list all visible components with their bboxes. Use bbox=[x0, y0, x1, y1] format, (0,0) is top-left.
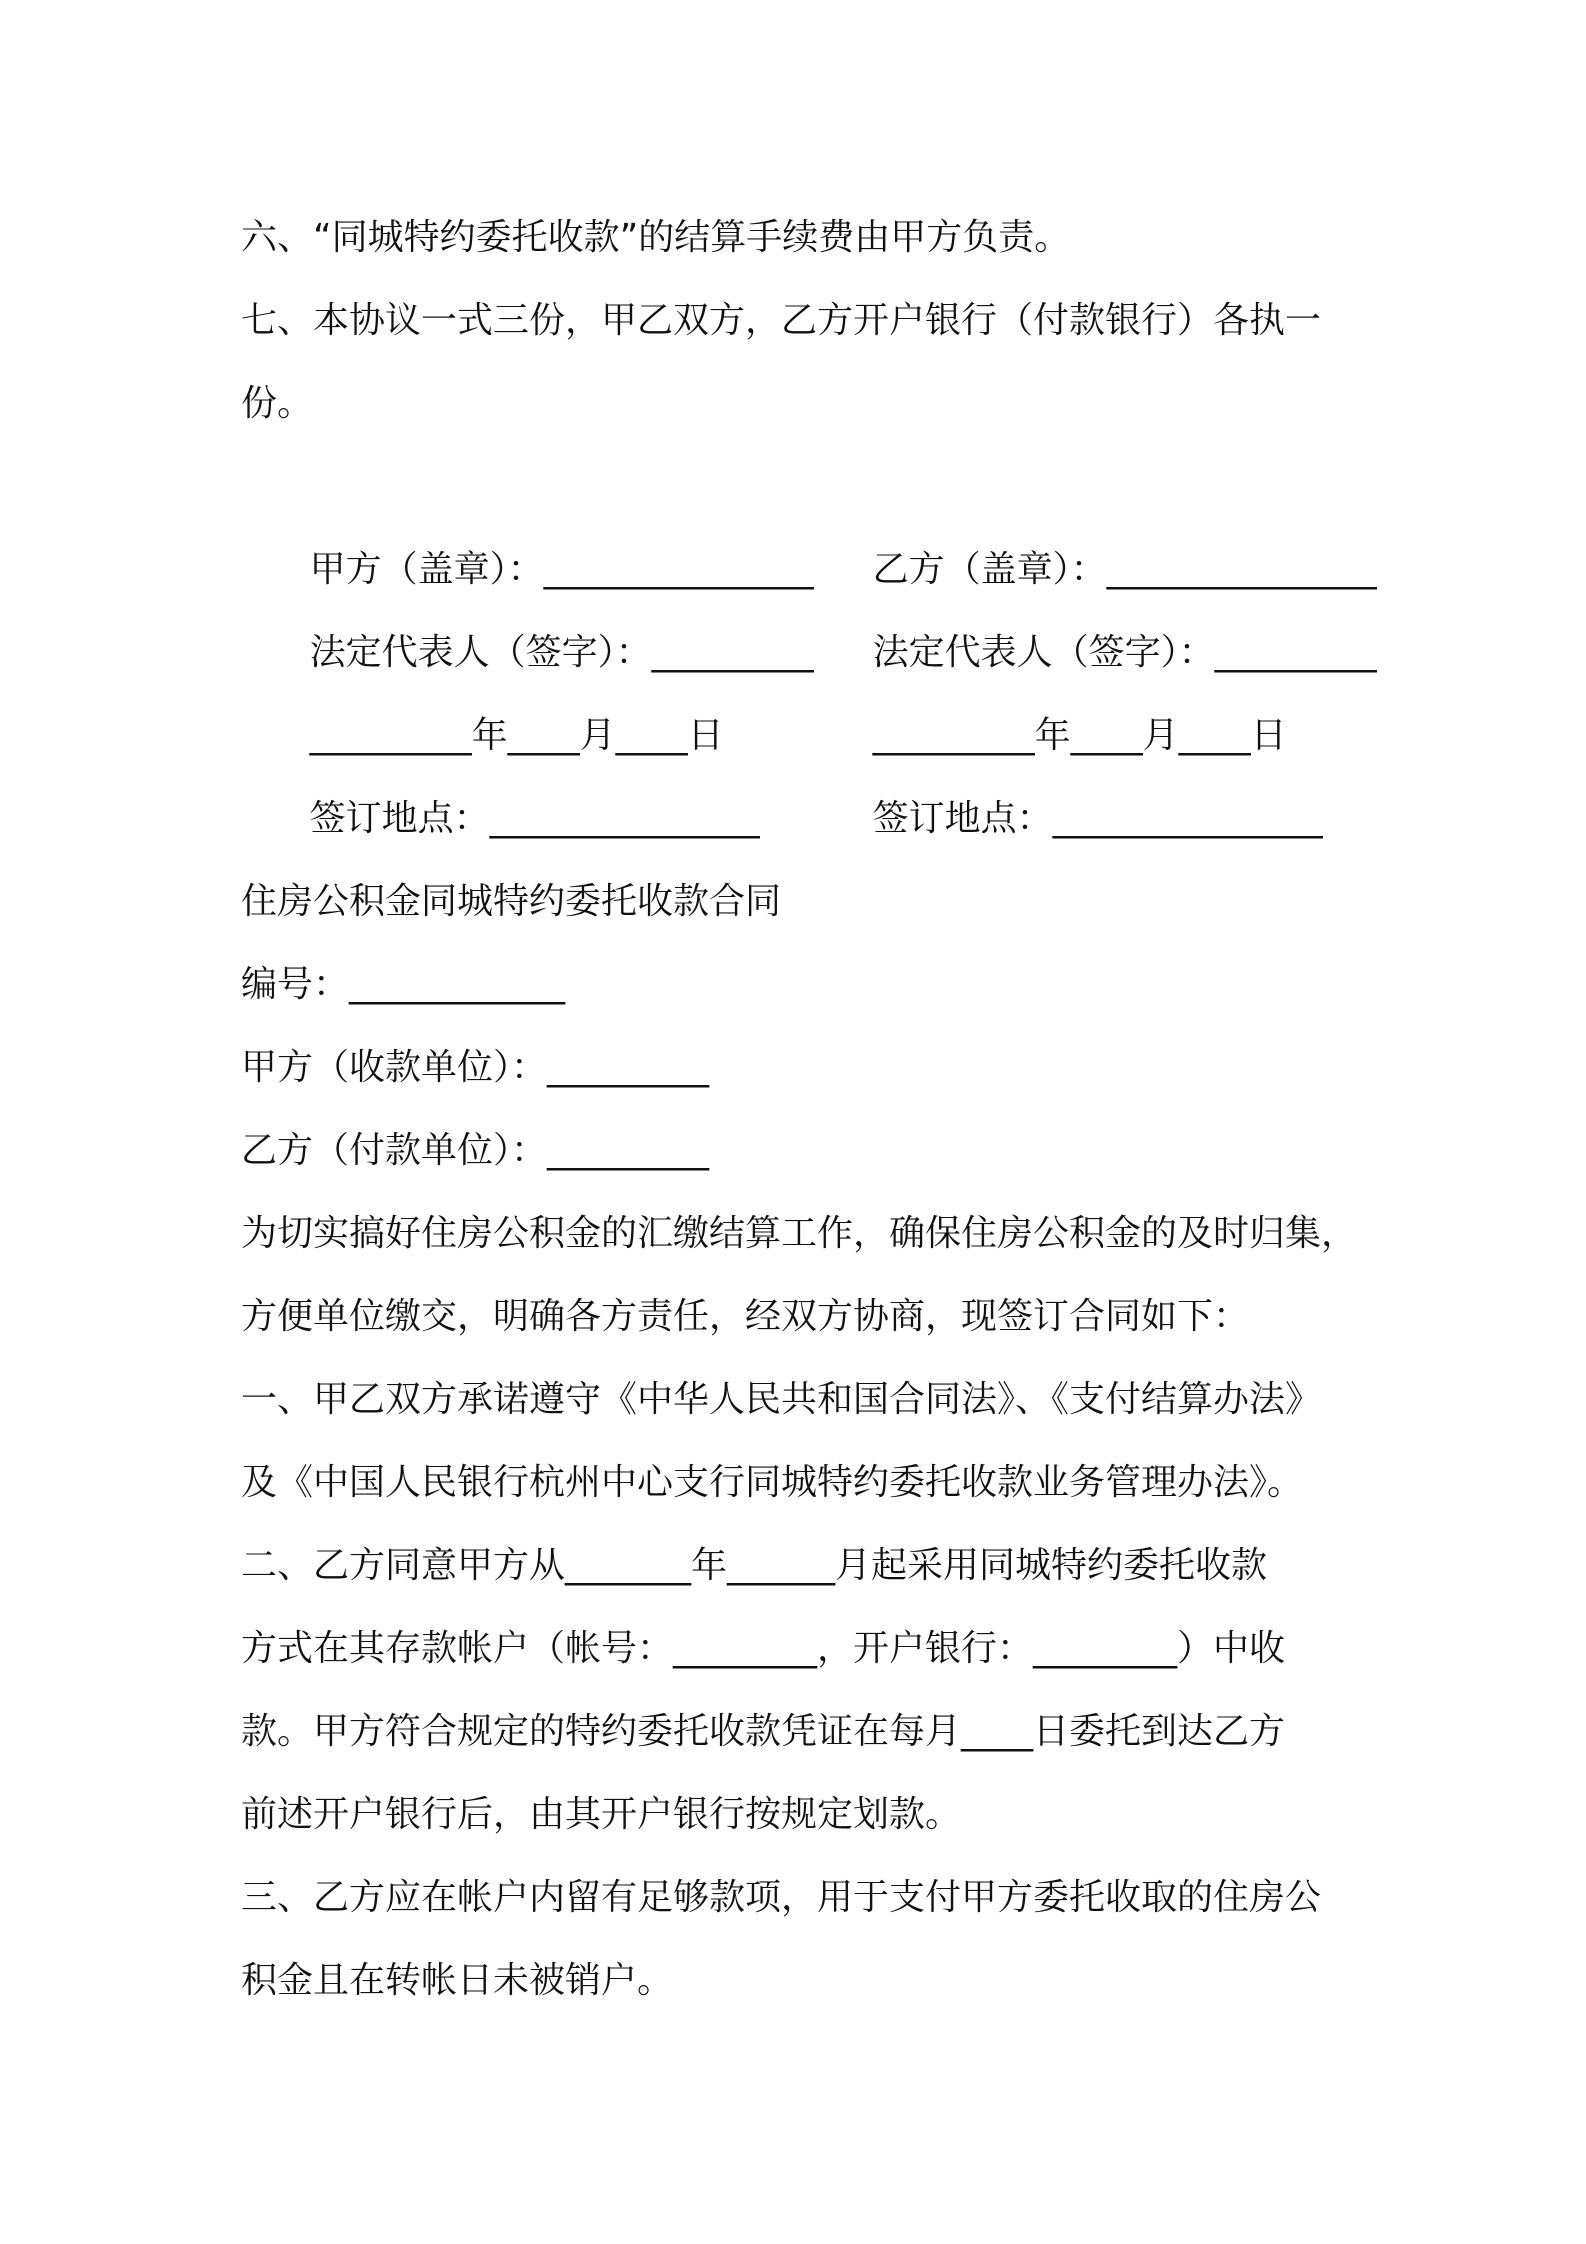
party-b-field: 乙方（付款单位）：_________ bbox=[241, 1130, 710, 1171]
clause-three-line-1: 三、乙方应在帐户内留有足够款项，用于支付甲方委托收取的住房公 bbox=[241, 1877, 1322, 1918]
preamble-line-1: 为切实搞好住房公积金的汇缴结算工作，确保住房公积金的及时归集， bbox=[241, 1213, 1358, 1254]
party-b-seal-field: 乙方（盖章）：_______________ bbox=[872, 549, 1377, 590]
party-b-representative-field: 法定代表人（签字）：_________ bbox=[872, 632, 1377, 673]
party-a-place-field: 签订地点：_______________ bbox=[309, 798, 760, 839]
clause-two-line-4: 前述开户银行后，由其开户银行按规定划款。 bbox=[241, 1794, 962, 1835]
clause-two-line-2: 方式在其存款帐户（帐号：________，开户银行：________）中收 bbox=[241, 1628, 1286, 1669]
party-a-date-field: _________年____月____日 bbox=[309, 715, 724, 756]
document-body bbox=[241, 196, 1381, 2022]
clause-one-line-2: 及《中国人民银行杭州中心支行同城特约委托收款业务管理办法》。 bbox=[241, 1462, 1304, 1503]
contract-title: 住房公积金同城特约委托收款合同 bbox=[241, 881, 782, 922]
party-a-seal-field: 甲方（盖章）：_______________ bbox=[309, 549, 814, 590]
party-b-date-field: _________年____月____日 bbox=[872, 715, 1287, 756]
clause-one-line-1: 一、甲乙双方承诺遵守《中华人民共和国合同法》、《支付结算办法》 bbox=[241, 1379, 1322, 1420]
clause-three-line-2: 积金且在转帐日未被销户。 bbox=[241, 1960, 674, 2001]
signature-seal-row bbox=[241, 445, 1381, 590]
clause-six: 六、“同城特约委托收款”的结算手续费由甲方负责。 bbox=[241, 217, 1071, 258]
clause-two-line-1: 二、乙方同意甲方从_______年______月起采用同城特约委托收款 bbox=[241, 1545, 1268, 1586]
party-b-place-field: 签订地点：_______________ bbox=[872, 798, 1323, 839]
clause-seven-line-2: 份。 bbox=[241, 383, 314, 424]
clause-two-line-3: 款。甲方符合规定的特约委托收款凭证在每月____日委托到达乙方 bbox=[241, 1711, 1286, 1752]
party-a-representative-field: 法定代表人（签字）：_________ bbox=[309, 632, 814, 673]
clause-seven-line-1: 七、本协议一式三份，甲乙双方，乙方开户银行（付款银行）各执一 bbox=[241, 300, 1322, 341]
contract-number-field: 编号：____________ bbox=[241, 964, 566, 1005]
preamble-line-2: 方便单位缴交，明确各方责任，经双方协商，现签订合同如下： bbox=[241, 1296, 1250, 1337]
party-a-field: 甲方（收款单位）：_________ bbox=[241, 1047, 710, 1088]
